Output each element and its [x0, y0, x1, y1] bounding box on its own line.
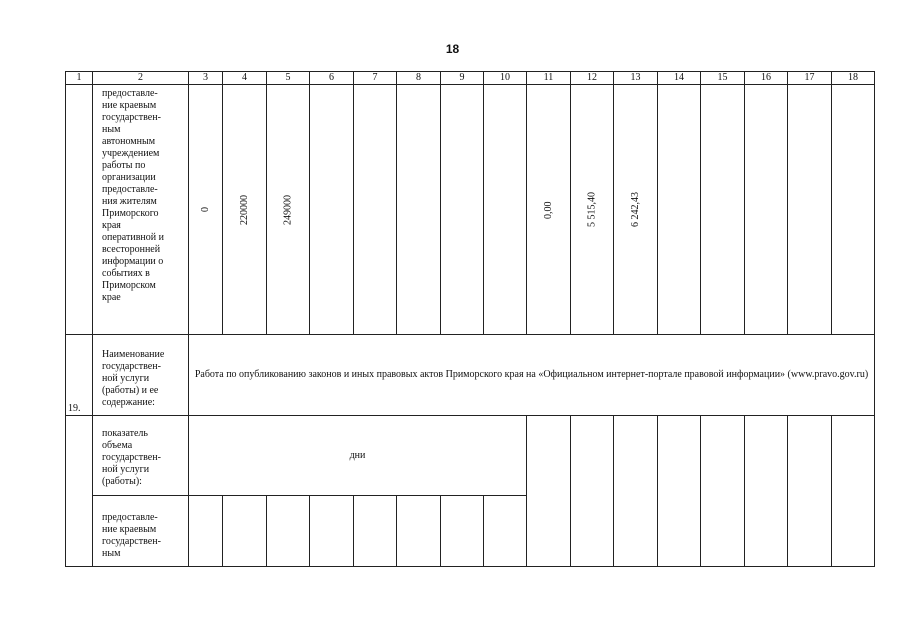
header-cell: 4	[223, 72, 267, 85]
header-cell: 6	[310, 72, 354, 85]
header-row	[66, 72, 875, 85]
header-cell: 10	[484, 72, 527, 85]
header-cell: 15	[701, 72, 745, 85]
header-cell: 1	[66, 72, 93, 85]
header-cell: 8	[397, 72, 441, 85]
table-row	[66, 416, 875, 496]
service-name-cell: предоставле- ние краевым государствен- ным	[93, 496, 189, 567]
table-row	[66, 335, 875, 416]
service-name-cell: Наименование государствен- ной услуги (работы) и ее содержание:	[93, 335, 189, 416]
value-cell-4: 220000	[223, 85, 267, 335]
header-cell: 17	[788, 72, 832, 85]
header-cell: 16	[745, 72, 788, 85]
header-cell: 9	[441, 72, 484, 85]
header-cell: 3	[189, 72, 223, 85]
value-cell-5: 249000	[267, 85, 310, 335]
header-cell: 12	[571, 72, 614, 85]
header-cell: 7	[354, 72, 397, 85]
table-row	[66, 85, 875, 335]
row-number: 19.	[66, 335, 93, 416]
value-cell-11: 0,00	[527, 85, 571, 335]
value-cell-13: 6 242,43	[614, 85, 658, 335]
indicator-name-cell: показатель объема государствен- ной услуги (работы):	[93, 416, 189, 496]
header-cell: 5	[267, 72, 310, 85]
header-cell: 2	[93, 72, 189, 85]
service-description: Работа по опубликованию законов и иных правовых актов Приморского края на «Официальном интернет-портале правовой информации» (www.pravo.gov.ru)	[189, 335, 875, 416]
unit-cell: дни	[189, 416, 527, 496]
data-table	[65, 71, 875, 567]
value-cell-12: 5 515,40	[571, 85, 614, 335]
header-cell: 18	[832, 72, 875, 85]
header-cell: 13	[614, 72, 658, 85]
page-number: 18	[445, 42, 460, 56]
header-cell: 14	[658, 72, 701, 85]
service-name-cell: предоставле- ние краевым государствен- ным автономным учреждением работы по организации предоставле- ния жителям Приморского края оперативной и всесторонней информации о событиях в Приморском крае	[93, 85, 189, 335]
header-cell: 11	[527, 72, 571, 85]
value-cell-3: 0	[189, 85, 223, 335]
